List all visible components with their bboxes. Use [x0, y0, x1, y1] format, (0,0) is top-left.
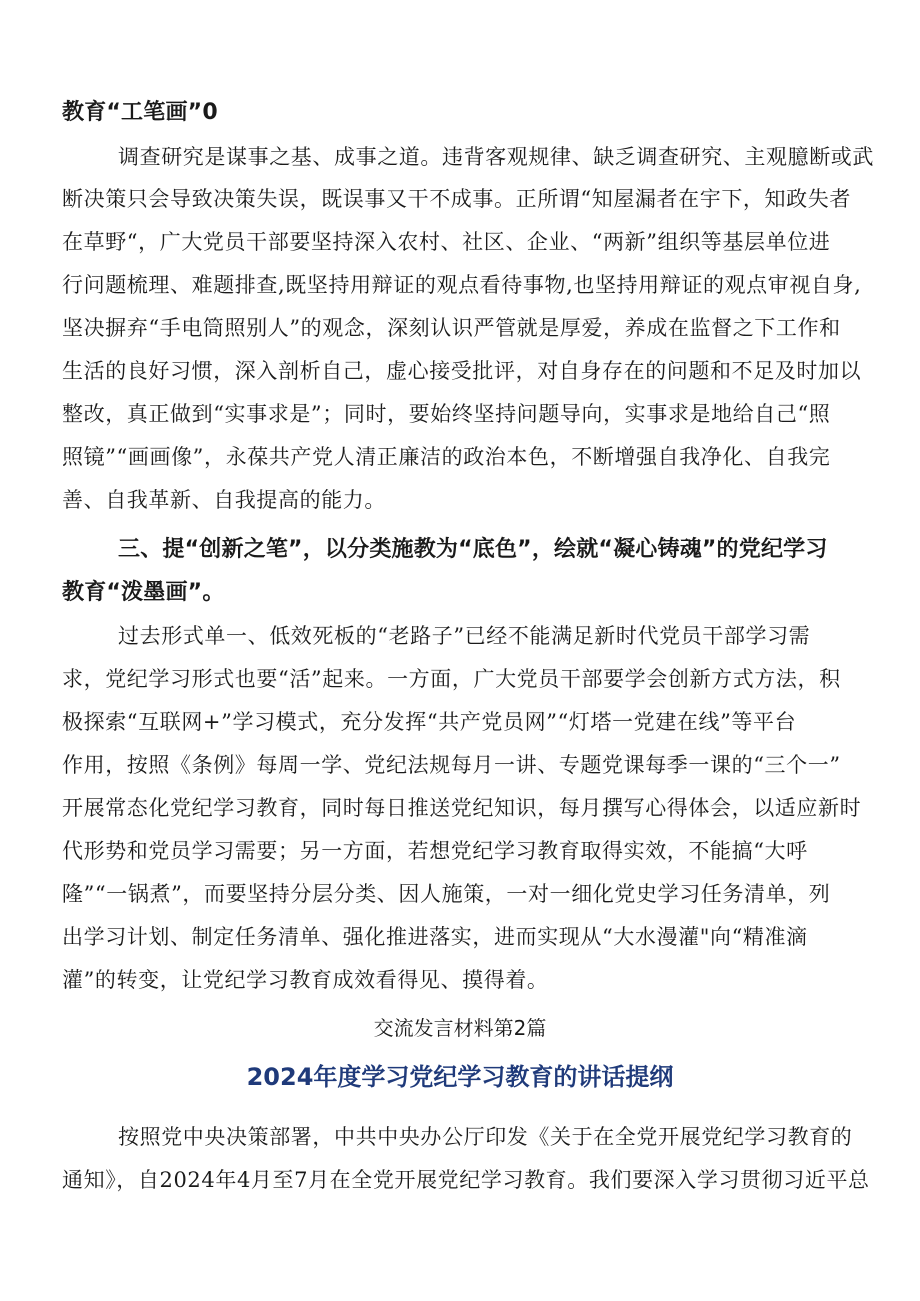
section-heading-line: 教育“泼墨画”。 [62, 580, 225, 605]
paragraph-line: 隆”“一锅煮”，而要坚持分层分类、因人施策，一对一细化党史学习任务清单，列 [62, 882, 831, 906]
paragraph-line: 断决策只会导致决策失误，既误事又干不成事。正所谓“知屋漏者在宇下，知政失者 [62, 187, 851, 211]
section-heading-tail: 教育“工笔画”0 [62, 100, 218, 125]
paragraph-line: 生活的良好习惯，深入剖析自己，虚心接受批评，对自身存在的问题和不足及时加以 [62, 359, 862, 383]
section-heading-line: 三、提“创新之笔”，以分类施教为“底色”，绘就“凝心铸魂”的党纪学习 [118, 537, 828, 562]
paragraph-line: 照镜”“画画像”，永葆共产党人清正廉洁的政治本色，不断增强自我净化、自我完 [62, 445, 831, 469]
paragraph-line: 出学习计划、制定任务清单、强化推进落实，进而实现从“大水漫灌"向“精准滴 [62, 925, 808, 949]
paragraph-line: 调查研究是谋事之基、成事之道。违背客观规律、缺乏调查研究、主观臆断或武 [118, 145, 874, 169]
paragraph-line: 善、自我革新、自我提高的能力。 [62, 488, 386, 512]
part-label: 交流发言材料第2篇 [373, 1016, 547, 1040]
document-title: 2024年度学习党纪学习教育的讲话提纲 [246, 1063, 674, 1091]
paragraph-line: 整改，真正做到“实事求是”；同时，要始终坚持问题导向，实事求是地给自己“照 [62, 402, 831, 426]
paragraph-line: 极探索“互联网+”学习模式，充分发挥“共产党员网”“灯塔一党建在线”等平台 [62, 710, 797, 734]
paragraph-line: 过去形式单一、低效死板的“老路子”已经不能满足新时代党员干部学习需 [118, 624, 811, 648]
paragraph-line: 坚决摒弃“手电筒照别人”的观念，深刻认识严管就是厚爱，养成在监督之下工作和 [62, 316, 841, 340]
paragraph-line: 通知》，自2024年4月至7月在全党开展党纪学习教育。我们要深入学习贯彻习近平总 [62, 1168, 870, 1192]
paragraph-line: 在草野“，广大党员干部要坚持深入农村、社区、企业、“两新”组织等基层单位进 [62, 230, 831, 254]
paragraph-line: 按照党中央决策部署，中共中央办公厅印发《关于在全党开展党纪学习教育的 [118, 1125, 853, 1149]
paragraph-line: 开展常态化党纪学习教育，同时每日推送党纪知识，每月撰写心得体会，以适应新时 [62, 796, 862, 820]
paragraph-line: 作用，按照《条例》每周一学、党纪法规每月一讲、专题党课每季一课的“三个一” [62, 753, 841, 777]
paragraph-line: 代形势和党员学习需要；另一方面，若想党纪学习教育取得实效，不能搞“大呼 [62, 839, 808, 863]
paragraph-line: 求，党纪学习形式也要“活”起来。一方面，广大党员干部要学会创新方式方法，积 [62, 667, 841, 691]
paragraph-line: 行问题梳理、难题排查,既坚持用辩证的观点看待事物,也坚持用辩证的观点审视自身, [62, 273, 862, 297]
paragraph-line: 灌”的转变，让党纪学习教育成效看得见、摸得着。 [62, 968, 549, 992]
